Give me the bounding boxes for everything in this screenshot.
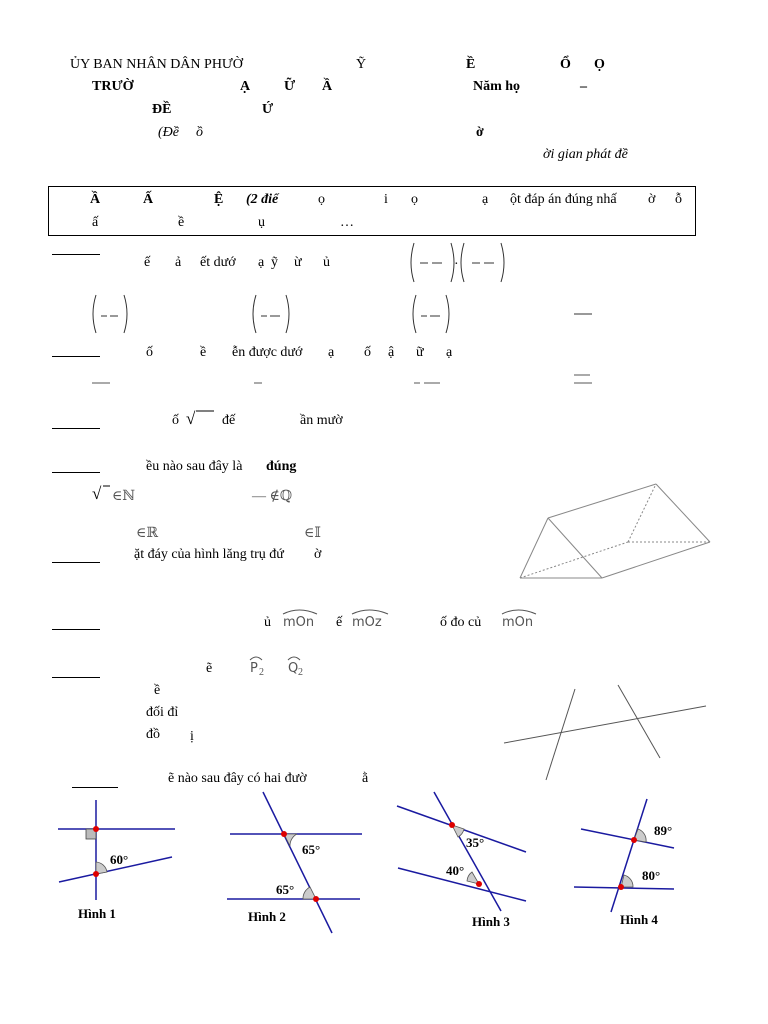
q1-options — [93, 295, 592, 333]
figure-2-label: Hình 2 — [248, 909, 286, 924]
figure-3-angle-bottom-label: 40° — [446, 863, 465, 878]
section-title-c: Ệ — [214, 192, 224, 207]
q7-angle-hats — [250, 657, 300, 660]
section-text-f: i — [384, 192, 388, 207]
q1-text-b: ả — [175, 255, 182, 270]
q3-text-a: ố — [172, 413, 179, 428]
q7-angle-q-sub: 2 — [298, 667, 303, 678]
section-text-j: ờ — [648, 192, 656, 207]
exam-note: (Đề — [158, 125, 179, 140]
q2-text-g: ữ — [416, 345, 424, 360]
q7-option-c: đồ — [146, 727, 160, 742]
figure-2-angle-bottom-label: 65° — [276, 882, 295, 897]
q7-option-b: đối đỉ — [146, 705, 179, 720]
section-text-h: ạ — [482, 192, 489, 207]
figure-1-label: Hình 1 — [78, 906, 116, 921]
q1-expression-parentheses — [411, 243, 504, 282]
q1-text-f: ừ — [294, 255, 302, 270]
figure-4-angle-bottom-label: 80° — [642, 868, 661, 883]
q1-text-a: ế — [144, 255, 151, 270]
section-text-i: ột đáp án đúng nhấ — [510, 192, 617, 207]
q2-text-a: ố — [146, 345, 153, 360]
q4-option-b: — ∉ℚ — [252, 489, 293, 504]
exam-note-b: ồ — [196, 125, 203, 140]
section-points: (2 điể — [246, 192, 279, 207]
header-left-line1: ỦY BAN NHÂN DÂN PHƯỜ — [70, 57, 243, 72]
q7-angle-p-sub: 2 — [259, 667, 264, 678]
figure-3-point-top — [449, 822, 455, 828]
figure-3-point-bottom — [476, 881, 482, 887]
q8-text-b: ằ — [362, 771, 369, 786]
section-text-l: ấ — [92, 215, 99, 230]
exam-time-note: ời gian phát đề — [543, 147, 628, 162]
section-text-e: ọ — [318, 192, 325, 207]
header-left-line2-c: Ữ — [284, 79, 296, 94]
q6-angle-hats — [283, 610, 536, 614]
q6-angle-mon-2: mOn — [502, 615, 534, 630]
q7-intersecting-lines-figure — [504, 685, 706, 780]
q6-text-a: ủ — [264, 615, 271, 630]
figure-3-drawing — [397, 792, 526, 911]
figure-3-angle-top-label: 35° — [466, 835, 485, 850]
header-right-line1-a: Ề — [466, 57, 476, 72]
figure-1-angle-label: 60° — [110, 852, 129, 867]
figure-1-point-top — [93, 826, 99, 832]
exam-duration-marker: ờ — [476, 125, 484, 140]
q2-options — [92, 375, 592, 383]
q2-text-f: ậ — [388, 345, 395, 360]
q7-option-c-b: ị — [190, 729, 194, 744]
q4-option-d: ∈𝕀 — [304, 526, 321, 541]
q3-text-c: ần mườ — [300, 413, 343, 428]
section-text-g: ọ — [411, 192, 418, 207]
figure-4-angle-top-label: 89° — [654, 823, 673, 838]
q6-text-c: ố đo củ — [440, 615, 482, 630]
q6-text-b: ế — [336, 615, 343, 630]
q7-angle-q: Q — [288, 661, 299, 676]
q6-angle-moz: mOz — [352, 615, 382, 630]
q1-text-c: ết dướ — [200, 255, 236, 270]
figure-4-drawing — [574, 799, 674, 912]
figure-1-drawing — [58, 800, 175, 900]
q2-text-d: ạ — [328, 345, 335, 360]
header-left-line2-b: Ạ — [240, 79, 251, 94]
header-left-line2-a: TRƯỜ — [92, 79, 134, 94]
q1-text-g: ủ — [323, 255, 330, 270]
section-text-m: ề — [178, 215, 185, 230]
figure-2-drawing — [227, 792, 362, 933]
section-text-k: ỗ — [675, 192, 682, 207]
q4-text-a: ều nào sau đây là — [146, 459, 243, 474]
q1-text-e: ỹ — [271, 255, 278, 270]
section-text-o: … — [340, 215, 354, 230]
figure-2-point-top — [281, 831, 287, 837]
figure-4-label: Hình 4 — [620, 912, 658, 927]
q1-text-d: ạ — [258, 255, 265, 270]
q2-text-e: ố — [364, 345, 371, 360]
header-left-line2-d: Ầ — [322, 79, 333, 94]
q6-angle-mon: mOn — [283, 615, 315, 630]
q8-text-a: ẽ nào sau đây có hai đườ — [168, 771, 307, 786]
figure-1-point-bottom — [93, 871, 99, 877]
q5-text-a: ặt đáy của hình lăng trụ đứ — [134, 547, 284, 562]
q4-option-a-sqrt: √ — [92, 484, 102, 503]
q1-multiply-dot: · — [454, 257, 459, 272]
figure-4-point-bottom — [618, 884, 624, 890]
school-year-label: Năm họ — [473, 79, 521, 94]
q5-text-b: ờ — [314, 547, 322, 562]
figure-2-point-bottom — [313, 896, 319, 902]
school-year-dash: – — [580, 79, 587, 94]
figure-3-label: Hình 3 — [472, 914, 510, 929]
header-right-line1-c: Ọ — [594, 57, 605, 72]
section-text-n: ụ — [258, 215, 265, 230]
figure-2-angle-top-label: 65° — [302, 842, 321, 857]
q7-text-a: ẽ — [206, 661, 213, 676]
triangular-prism-figure — [520, 484, 710, 578]
q4-option-c: ∈ℝ — [136, 526, 158, 541]
header-right-line1-b: Ổ — [560, 57, 571, 72]
q3-sqrt-symbol: √ — [186, 409, 196, 428]
q2-text-c: ễn được dướ — [232, 345, 303, 360]
q7-angle-p: P — [250, 661, 258, 676]
q3-text-b: đế — [222, 413, 236, 428]
section-title-a: Ầ — [90, 192, 101, 207]
header-left-line1-b: Ỹ — [356, 57, 367, 72]
q2-text-b: ề — [200, 345, 207, 360]
exam-title: ĐỀ — [152, 102, 172, 117]
section-title-b: Ấ — [143, 192, 154, 207]
q7-option-a: ề — [154, 683, 161, 698]
exam-title-b: Ứ — [262, 102, 274, 117]
q2-text-h: ạ — [446, 345, 453, 360]
q4-text-bold: đúng — [266, 459, 297, 474]
figure-4-point-top — [631, 837, 637, 843]
q4-option-a: ∈ℕ — [112, 489, 136, 504]
